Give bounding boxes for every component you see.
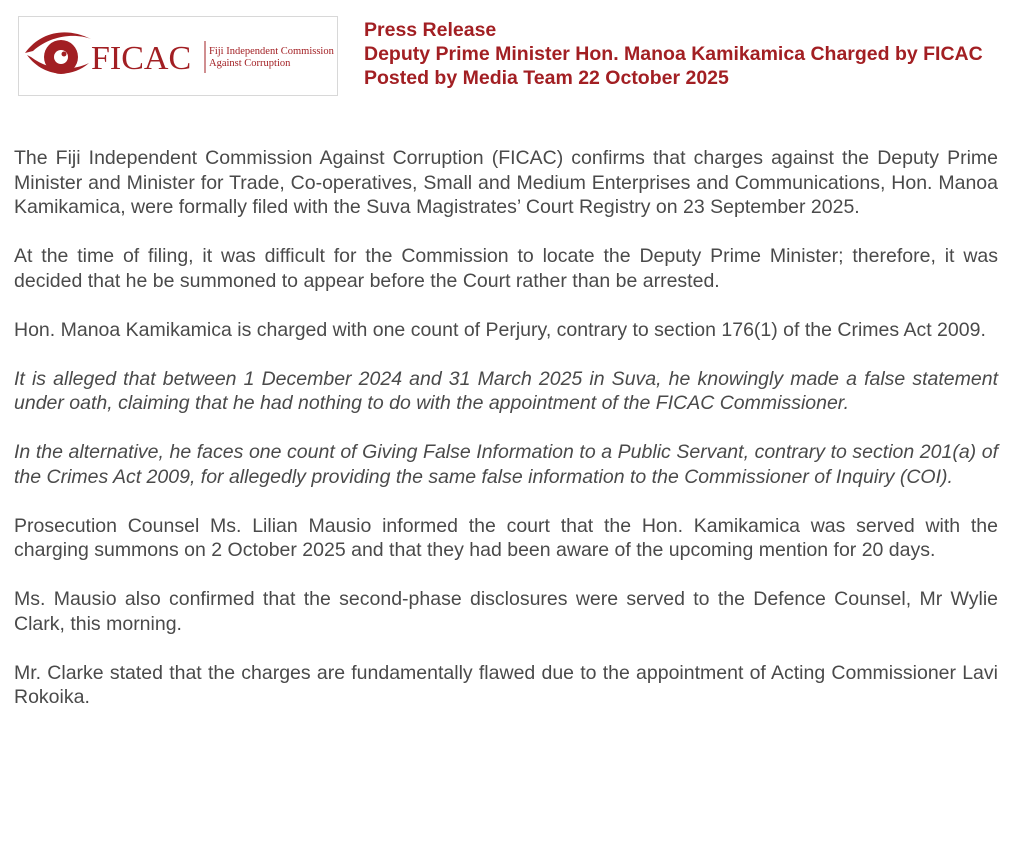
press-release-header xyxy=(364,18,998,90)
paragraph: Hon. Manoa Kamikamica is charged with one count of Perjury, contrary to section 176(1) of the Crimes Act 2009. xyxy=(14,318,986,341)
ficac-logo xyxy=(18,16,338,96)
paragraph-italic: It is alleged that between 1 December 2024 and 31 March 2025 in Suva, he knowingly made a false statement under oath, claiming that he had nothing to do with the appointment of the FICAC Commissioner. xyxy=(14,367,998,414)
logo-line-2: Against Corruption xyxy=(209,58,291,69)
paragraph: Ms. Mausio also confirmed that the second-phase disclosures were served to the Defence Counsel, Mr Wylie Clark, this morning. xyxy=(14,588,998,635)
ficac-eye-logo-icon xyxy=(19,17,338,96)
byline: Posted by Media Team 22 October 2025 xyxy=(364,67,729,89)
logo-line-1: Fiji Independent Commission xyxy=(209,46,334,57)
paragraph: The Fiji Independent Commission Against Corruption (FICAC) confirms that charges against the Deputy Prime Minister and Minister for Trade, Co-operatives, Small and Medium Enterprises and Communications, Hon. Manoa Kamikamica, were formally filed with the Suva Magistrates’ Court Registry on 23 September 2025. xyxy=(14,147,998,218)
paragraph: At the time of filing, it was difficult for the Commission to locate the Deputy Prime Minister; therefore, it was decided that he be summoned to appear before the Court rather than be arrested. xyxy=(14,245,998,292)
article-body xyxy=(14,146,998,734)
paragraph: Prosecution Counsel Ms. Lilian Mausio informed the court that the Hon. Kamikamica was served with the charging summons on 2 October 2025 and that they had been aware of the upcoming mention for 20 days. xyxy=(14,514,998,561)
headline: Deputy Prime Minister Hon. Manoa Kamikamica Charged by FICAC xyxy=(364,43,983,65)
paragraph: Mr. Clarke stated that the charges are fundamentally flawed due to the appointment of Acting Commissioner Lavi Rokoika. xyxy=(14,661,998,708)
logo-wordmark: FICAC xyxy=(91,40,192,77)
release-type: Press Release xyxy=(364,19,497,41)
paragraph-italic: In the alternative, he faces one count of Giving False Information to a Public Servant, contrary to section 201(a) of the Crimes Act 2009, for allegedly providing the same false information to the Commissioner of Inquiry (COI). xyxy=(14,441,998,488)
